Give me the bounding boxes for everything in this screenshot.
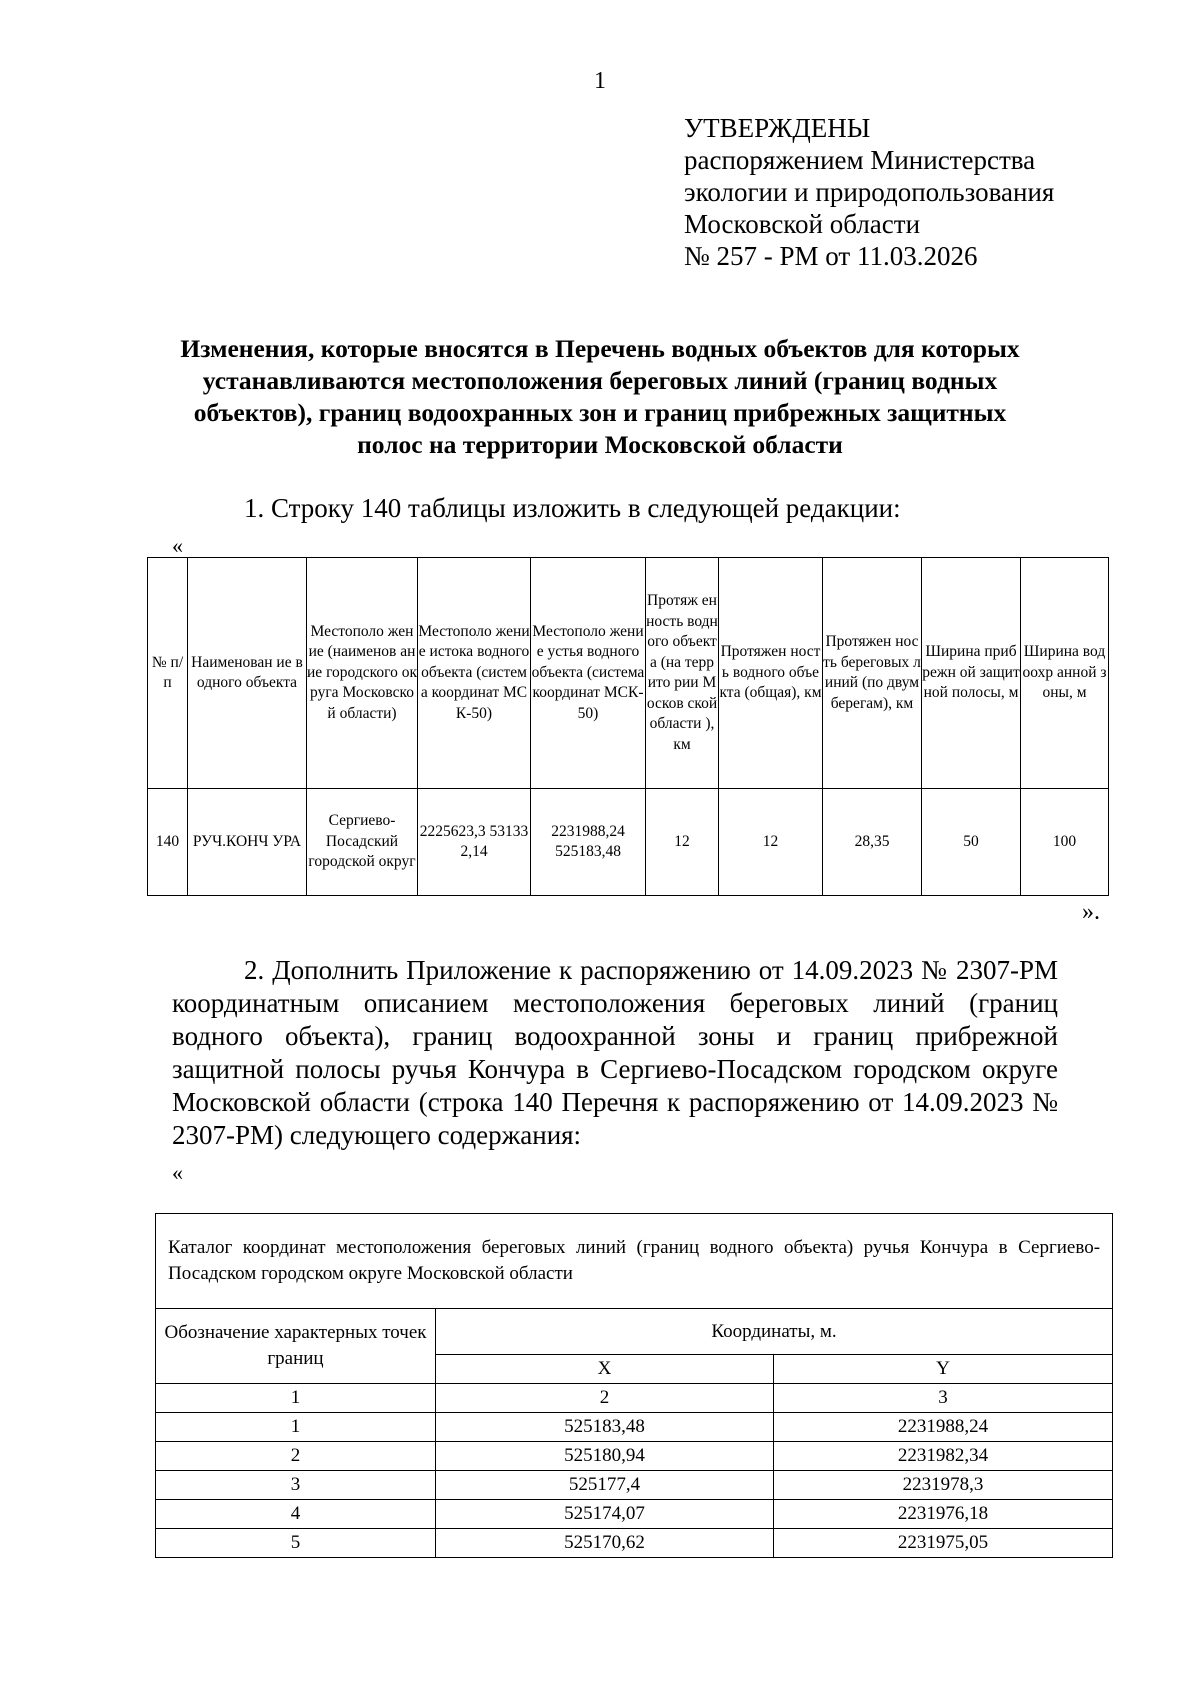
approval-line: УТВЕРЖДЕНЫ [684,113,871,143]
coord-y: 2231978,3 [774,1471,1113,1500]
header-length-region: Протяж енность водного объекта (на террито рии Москов ской области ), км [646,558,719,789]
water-object-row-table [147,557,1109,896]
coord-x: 525180,94 [436,1442,774,1471]
title-line: устанавливаются местоположения береговых линий (границ водных [202,366,998,395]
approval-line: Московской области [684,209,921,239]
cell-mouth: 2231988,24 525183,48 [531,789,646,896]
open-quote: « [172,1160,183,1185]
cell-source: 2225623,3 531332,14 [418,789,531,896]
title-line: Изменения, которые вносятся в Перечень водных объектов для которых [180,334,1020,363]
page-number: 1 [594,68,606,94]
approval-line: распоряжением Министерства [684,145,1036,175]
point-id: 3 [156,1471,436,1500]
numbering-cell: 2 [436,1384,774,1413]
header-location: Местополо жение (наименов ание городского округа Московско й области) [307,558,418,789]
point-id: 5 [156,1529,436,1558]
numbering-row [156,1384,1113,1413]
approval-block [684,112,1054,272]
cell-protection-zone-width: 100 [1021,789,1109,896]
coord-x: 525183,48 [436,1413,774,1442]
coordinate-catalog-table [155,1213,1113,1558]
header-protection-zone-width: Ширина водоохр анной зоны, м [1021,558,1109,789]
point-id: 4 [156,1500,436,1529]
header-coordinates: Координаты, м. [436,1309,1113,1355]
approval-line: экологии и природопользования [684,177,1055,207]
table-row [156,1529,1113,1558]
coord-y: 2231976,18 [774,1500,1113,1529]
approval-line: № 257 - РМ от 11.03.2026 [684,241,978,271]
cell-location: Сергиево-Посадский городской округ [307,789,418,896]
header-coastal-strip-width: Ширина прибрежн ой защитной полосы, м [922,558,1021,789]
document-title [150,333,1050,461]
header-length-total: Протяжен ность водного объекта (общая), км [719,558,823,789]
numbering-cell: 1 [156,1384,436,1413]
point-id: 2 [156,1442,436,1471]
header-x: X [436,1355,774,1384]
item-2-text: 2. Дополнить Приложение к распоряжению от 14.09.2023 № 2307-РМ координатным описанием местоположения береговых линий (границ водного объекта), границ водоохранной зоны и границ прибрежной защитной полосы ручья Кончура в Сергиево-Посадском городском округе Московской области (строка 140 Перечня к распоряжению от 14.09.2023 № 2307-РМ) следующего содержания: [172,955,1058,1150]
cell-number: 140 [148,789,188,896]
table-row [156,1413,1113,1442]
header-mouth: Местополо жение устья водного объекта (система координат МСК-50) [531,558,646,789]
item-2-paragraph [172,954,1058,1152]
coord-x: 525177,4 [436,1471,774,1500]
point-id: 1 [156,1413,436,1442]
numbering-cell: 3 [774,1384,1113,1413]
table-row [156,1471,1113,1500]
header-source: Местополо жение истока водного объекта (система координат МСК-50) [418,558,531,789]
cell-coastal-strip-width: 50 [922,789,1021,896]
table-row [156,1442,1113,1471]
cell-length-region: 12 [646,789,719,896]
header-number: № п/п [148,558,188,789]
coord-x: 525170,62 [436,1529,774,1558]
table-row [156,1500,1113,1529]
cell-length-total: 12 [719,789,823,896]
open-quote: « [172,533,183,558]
item-1-text: 1. Строку 140 таблицы изложить в следующей редакции: [244,493,901,523]
coord-y: 2231988,24 [774,1413,1113,1442]
table-row [148,789,1109,896]
coord-x: 525174,07 [436,1500,774,1529]
header-points: Обозначение характерных точек границ [156,1309,436,1384]
table-header-row [148,558,1109,789]
coord-y: 2231975,05 [774,1529,1113,1558]
coord-y: 2231982,34 [774,1442,1113,1471]
catalog-caption: Каталог координат местоположения береговых линий (границ водного объекта) ручья Кончура в Сергиево-Посадском городском округе Московской области [156,1214,1113,1309]
title-line: полос на территории Московской области [357,430,843,459]
close-quote: ». [1082,899,1100,925]
cell-name: РУЧ.КОНЧ УРА [188,789,307,896]
header-name: Наименован ие водного объекта [188,558,307,789]
header-y: Y [774,1355,1113,1384]
title-line: объектов), границ водоохранных зон и границ прибрежных защитных [193,398,1007,427]
cell-shoreline-length: 28,35 [823,789,922,896]
header-shoreline-length: Протяжен ность береговых линий (по двум берегам), км [823,558,922,789]
